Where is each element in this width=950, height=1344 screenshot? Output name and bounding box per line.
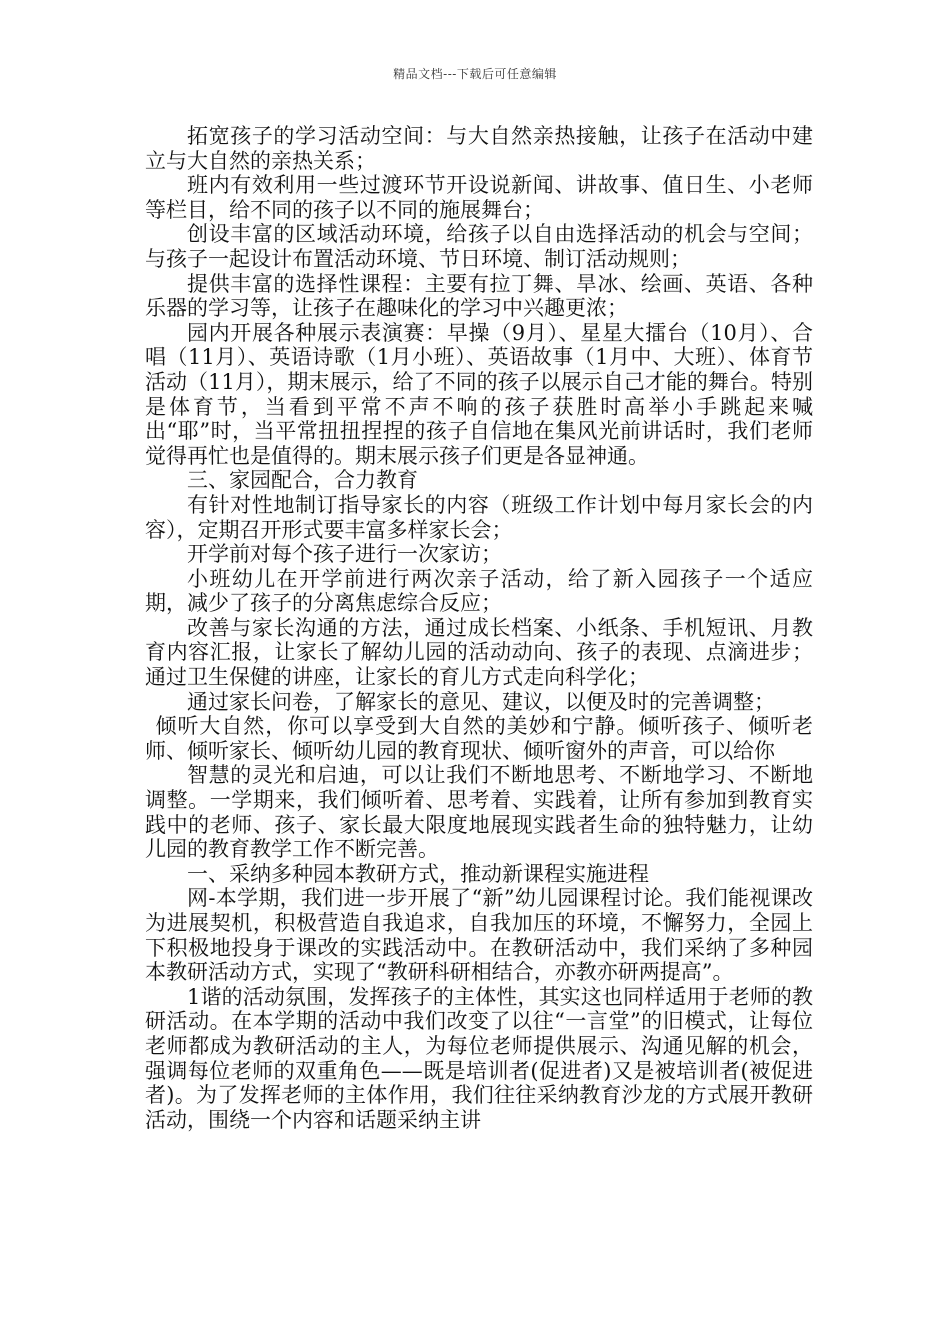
section-heading: 三、家园配合，合力教育	[187, 468, 418, 493]
paragraph: 通过家长问卷，了解家长的意见、建议，以便及时的完善调整；	[187, 689, 775, 714]
paragraph: 网-本学期，我们进一步开展了“新”幼儿园课程讨论。我们能视课改为进展契机，积极营造自我追求，自我加压的环境，不懈努力，全园上下积极地投身于课改的实践活动中。在教研活动中，我们采纳了多种园本教研活动方式，实现了“教研科研相结合，亦教亦研两提高”。	[145, 886, 813, 985]
paragraph: 创设丰富的区域活动环境，给孩子以自由选择活动的机会与空间；与孩子一起设计布置活动环境、节日环境、制订活动规则；	[145, 222, 813, 271]
paragraph: 园内开展各种展示表演赛：早操（9月）、星星大擂台（10月）、合唱（11月）、英语诗歌（1月小班）、英语故事（1月中、大班）、体育节活动（11月），期末展示，给了不同的孩子以展示自己才能的舞台。特别是体育节，当看到平常不声不响的孩子获胜时高举小手跳起来喊出“耶”时，当平常扭扭捏捏的孩子自信地在集风光前讲话时，我们老师觉得再忙也是值得的。期末展示孩子们更是各显神通。	[145, 320, 813, 468]
paragraph: 改善与家长沟通的方法，通过成长档案、小纸条、手机短讯、月教育内容汇报，让家长了解幼儿园的活动动向、孩子的表现、点滴进步；通过卫生保健的讲座，让家长的育儿方式走向科学化；	[145, 615, 813, 690]
paragraph: 智慧的灵光和启迪，可以让我们不断地思考、不断地学习、不断地调整。一学期来，我们倾听着、思考着、实践着，让所有参加到教育实践中的老师、孩子、家长最大限度地展现实践者生命的独特魅力，让幼儿园的教育教学工作不断完善。	[145, 763, 813, 862]
page-header: 精品文档---下载后可任意编辑	[393, 67, 557, 81]
paragraph: 倾听大自然，你可以享受到大自然的美妙和宁静。倾听孩子、倾听老师、倾听家长、倾听幼儿园的教育现状、倾听窗外的声音，可以给你	[145, 714, 813, 763]
document-body	[145, 124, 813, 1132]
paragraph: 提供丰富的选择性课程：主要有拉丁舞、旱冰、绘画、英语、各种乐器的学习等，让孩子在趣味化的学习中兴趣更浓；	[145, 271, 813, 321]
paragraph: 有针对性地制订指导家长的内容（班级工作计划中每月家长会的内容），定期召开形式要丰富多样家长会；	[145, 492, 813, 542]
paragraph: 拓宽孩子的学习活动空间：与大自然亲热接触，让孩子在活动中建立与大自然的亲热关系；	[145, 124, 813, 173]
section-heading: 一、采纳多种园本教研方式，推动新课程实施进程	[187, 861, 649, 886]
paragraph: 1谐的活动氛围，发挥孩子的主体性，其实这也同样适用于老师的教研活动。在本学期的活动中我们改变了以往“一言堂”的旧模式，让每位老师都成为教研活动的主人，为每位老师提供展示、沟通见解的机会，强调每位老师的双重角色——既是培训者(促进者)又是被培训者(被促进者)。为了发挥老师的主体作用，我们往往采纳教育沙龙的方式展开教研活动，围绕一个内容和话题采纳主讲	[145, 984, 813, 1132]
paragraph: 小班幼儿在开学前进行两次亲子活动，给了新入园孩子一个适应期，减少了孩子的分离焦虑综合反应；	[145, 566, 813, 616]
paragraph: 班内有效利用一些过渡环节开设说新闻、讲故事、值日生、小老师等栏目，给不同的孩子以不同的施展舞台；	[145, 173, 813, 222]
paragraph: 开学前对每个孩子进行一次家访；	[187, 542, 502, 567]
